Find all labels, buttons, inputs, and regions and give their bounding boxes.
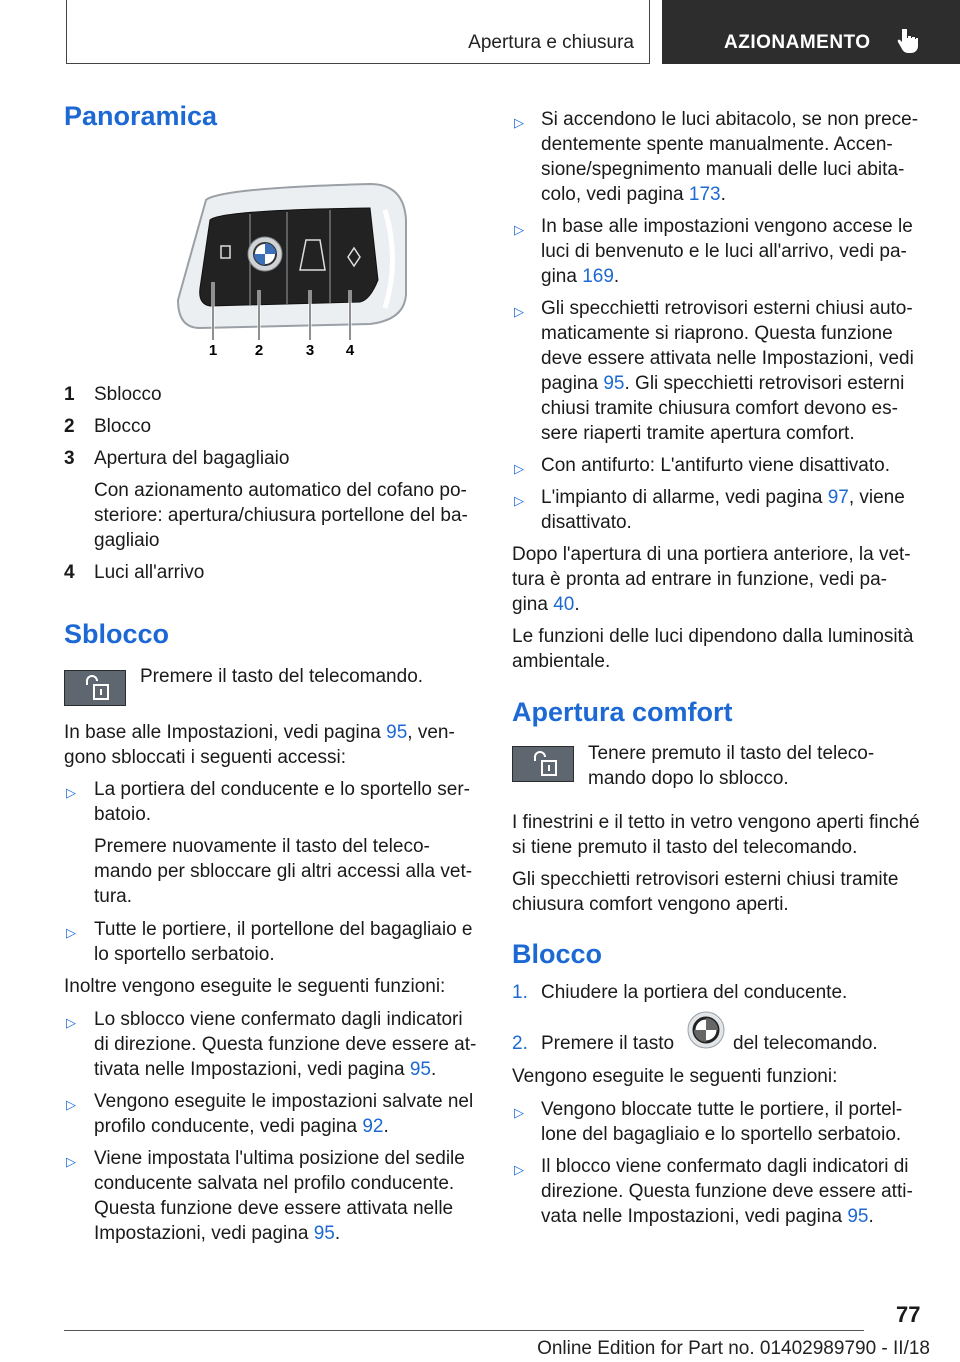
paragraph: chiusura comfort vengono aperti. xyxy=(512,894,789,915)
bullet-text: Viene impostata l'ultima posizione del sedile xyxy=(94,1148,465,1169)
bullet-text: batoio. xyxy=(94,804,152,825)
bullet-text: L'impianto di allarme, vedi pagina 97, viene xyxy=(541,487,905,508)
paragraph: tura è pronta ad entrare in funzione, vedi pa- xyxy=(512,569,887,590)
bullet-text: profilo conducente, vedi pagina 92. xyxy=(94,1116,389,1137)
bullet-text: sere riaperti tramite apertura comfort. xyxy=(541,423,855,444)
comfort-instruction: Tenere premuto il tasto del teleco- xyxy=(588,743,875,764)
bullet-text: luci di benvenuto e le luci all'arrivo, vedi pa- xyxy=(541,241,907,262)
paragraph: Le funzioni delle luci dipendono dalla luminosità xyxy=(512,626,914,647)
page-link[interactable]: 92 xyxy=(362,1116,384,1137)
bullet-triangle-icon: ▷ xyxy=(514,222,524,237)
unlock-button-image xyxy=(64,670,126,706)
bullet-text: chiusi tramite chiusura comfort devono es- xyxy=(541,398,898,419)
bullet-subtext: Premere nuovamente il tasto del teleco- xyxy=(94,836,430,857)
bullet-text: Tutte le portiere, il portellone del bagagliaio e xyxy=(94,919,473,940)
key-fob-illustration xyxy=(170,180,415,360)
legend-subtext: steriore: apertura/chiusura portellone del ba- xyxy=(94,505,468,526)
unlock-icon xyxy=(65,671,127,707)
legend-text: Luci all'arrivo xyxy=(94,562,205,583)
also-functions-text: Inoltre vengono eseguite le seguenti funzioni: xyxy=(64,976,446,997)
page-link[interactable]: 95 xyxy=(603,373,625,394)
legend-text: Apertura del bagagliaio xyxy=(94,448,290,469)
bullet-subtext: mando per sbloccare gli altri accessi alla vet- xyxy=(94,861,473,882)
section-title-blocco: Blocco xyxy=(512,939,603,969)
bullet-text: Il blocco viene confermato dagli indicatori di xyxy=(541,1156,909,1177)
bullet-triangle-icon: ▷ xyxy=(66,925,76,940)
bullet-text: Si accendono le luci abitacolo, se non prece- xyxy=(541,109,919,130)
page-link[interactable]: 40 xyxy=(553,594,575,615)
comfort-instruction: mando dopo lo sblocco. xyxy=(588,768,789,789)
bullet-text: colo, vedi pagina 173. xyxy=(541,184,726,205)
legend-number: 3 xyxy=(64,448,75,469)
unlock-button-image xyxy=(512,746,574,782)
section-title-sblocco: Sblocco xyxy=(64,619,170,649)
paragraph: gina 40. xyxy=(512,594,580,615)
bullet-text: La portiera del conducente e lo sportello ser- xyxy=(94,779,471,800)
header-chapter-title: AZIONAMENTO xyxy=(724,32,871,53)
bullet-text: Questa funzione deve essere attivata nelle xyxy=(94,1198,454,1219)
bullet-text: Vengono bloccate tutte le portiere, il portel- xyxy=(541,1099,903,1120)
sblocco-intro: In base alle Impostazioni, vedi pagina 95, ven- xyxy=(64,722,455,743)
header-chapter-tab xyxy=(662,0,960,64)
page-link[interactable]: 95 xyxy=(313,1223,335,1244)
sblocco-intro: gono sbloccati i seguenti accessi: xyxy=(64,747,346,768)
bullet-text: In base alle impostazioni vengono accese le xyxy=(541,216,913,237)
bullet-text: Vengono eseguite le impostazioni salvate nel xyxy=(94,1091,474,1112)
legend-number: 2 xyxy=(64,416,75,437)
page-number: 77 xyxy=(896,1302,921,1327)
section-title-apertura-comfort: Apertura comfort xyxy=(512,697,733,727)
bullet-triangle-icon: ▷ xyxy=(66,1154,76,1169)
step-number: 1. xyxy=(512,982,528,1003)
legend-subtext: gagliaio xyxy=(94,530,160,551)
sblocco-instruction: Premere il tasto del telecomando. xyxy=(140,666,424,687)
page-link[interactable]: 95 xyxy=(409,1059,431,1080)
bullet-triangle-icon: ▷ xyxy=(514,493,524,508)
bullet-subtext: tura. xyxy=(94,886,133,907)
bullet-text: dentemente spente manualmente. Accen- xyxy=(541,134,893,155)
page-link[interactable]: 95 xyxy=(386,722,408,743)
paragraph: I finestrini e il tetto in vetro vengono aperti finché xyxy=(512,812,920,833)
paragraph: si tiene premuto il tasto del telecomando. xyxy=(512,837,858,858)
bullet-triangle-icon: ▷ xyxy=(66,1097,76,1112)
legend-text: Blocco xyxy=(94,416,152,437)
bullet-triangle-icon: ▷ xyxy=(514,1162,524,1177)
bullet-triangle-icon: ▷ xyxy=(66,1015,76,1030)
step-text: del telecomando. xyxy=(733,1033,878,1054)
page-link[interactable]: 173 xyxy=(688,184,721,205)
figure-callout-label: 2 xyxy=(254,342,264,359)
bullet-text: deve essere attivata nelle Impostazioni, vedi xyxy=(541,348,914,369)
bullet-text: maticamente si riaprono. Questa funzione xyxy=(541,323,893,344)
section-title-panoramica: Panoramica xyxy=(64,101,218,131)
paragraph: Gli specchietti retrovisori esterni chiusi tramite xyxy=(512,869,899,890)
hand-pointer-icon xyxy=(896,27,922,53)
bullet-triangle-icon: ▷ xyxy=(514,1105,524,1120)
paragraph: Dopo l'apertura di una portiera anteriore, la vet- xyxy=(512,544,911,565)
bullet-text: sione/spegnimento manuali delle luci abita- xyxy=(541,159,905,180)
bullet-text: vata nelle Impostazioni, vedi pagina 95. xyxy=(541,1206,874,1227)
bullet-text: lone del bagagliaio e lo sportello serbatoio. xyxy=(541,1124,902,1145)
step-text: Premere il tasto xyxy=(541,1033,675,1054)
bullet-text: Lo sblocco viene confermato dagli indicatori xyxy=(94,1009,463,1030)
paragraph: ambientale. xyxy=(512,651,611,672)
bullet-text: Impostazioni, vedi pagina 95. xyxy=(94,1223,341,1244)
figure-callout-label: 3 xyxy=(305,342,315,359)
figure-callout-label: 4 xyxy=(345,342,355,359)
bullet-triangle-icon: ▷ xyxy=(514,461,524,476)
page-link[interactable]: 97 xyxy=(827,487,849,508)
bullet-triangle-icon: ▷ xyxy=(66,785,76,800)
bullet-text: Con antifurto: L'antifurto viene disattivato. xyxy=(541,455,890,476)
page-link[interactable]: 95 xyxy=(847,1206,869,1227)
bullet-text: direzione. Questa funzione deve essere atti- xyxy=(541,1181,913,1202)
figure-callout-label: 1 xyxy=(208,342,218,359)
bullet-text: tivata nelle Impostazioni, vedi pagina 95. xyxy=(94,1059,437,1080)
step-text: Chiudere la portiera del conducente. xyxy=(541,982,848,1003)
step-number: 2. xyxy=(512,1033,528,1054)
legend-number: 4 xyxy=(64,562,75,583)
edition-note: Online Edition for Part no. 01402989790 - II/18 xyxy=(537,1338,930,1359)
footer-divider xyxy=(64,1330,864,1331)
bullet-text: Gli specchietti retrovisori esterni chiusi auto- xyxy=(541,298,913,319)
page-link[interactable]: 169 xyxy=(582,266,614,287)
bullet-text: lo sportello serbatoio. xyxy=(94,944,275,965)
unlock-icon xyxy=(513,747,575,783)
bullet-text: conducente salvata nel profilo conducente. xyxy=(94,1173,455,1194)
paragraph: Vengono eseguite le seguenti funzioni: xyxy=(512,1066,838,1087)
header-section-title: Apertura e chiusura xyxy=(468,32,634,53)
bullet-text: gina 169. xyxy=(541,266,620,287)
bullet-text: di direzione. Questa funzione deve essere at- xyxy=(94,1034,477,1055)
legend-text: Sblocco xyxy=(94,384,162,405)
legend-subtext: Con azionamento automatico del cofano po- xyxy=(94,480,467,501)
lock-bmw-button-icon xyxy=(687,1010,725,1050)
bullet-text: disattivato. xyxy=(541,512,632,533)
bullet-triangle-icon: ▷ xyxy=(514,304,524,319)
bullet-triangle-icon: ▷ xyxy=(514,115,524,130)
legend-number: 1 xyxy=(64,384,75,405)
bullet-text: pagina 95. Gli specchietti retrovisori esterni xyxy=(541,373,905,394)
